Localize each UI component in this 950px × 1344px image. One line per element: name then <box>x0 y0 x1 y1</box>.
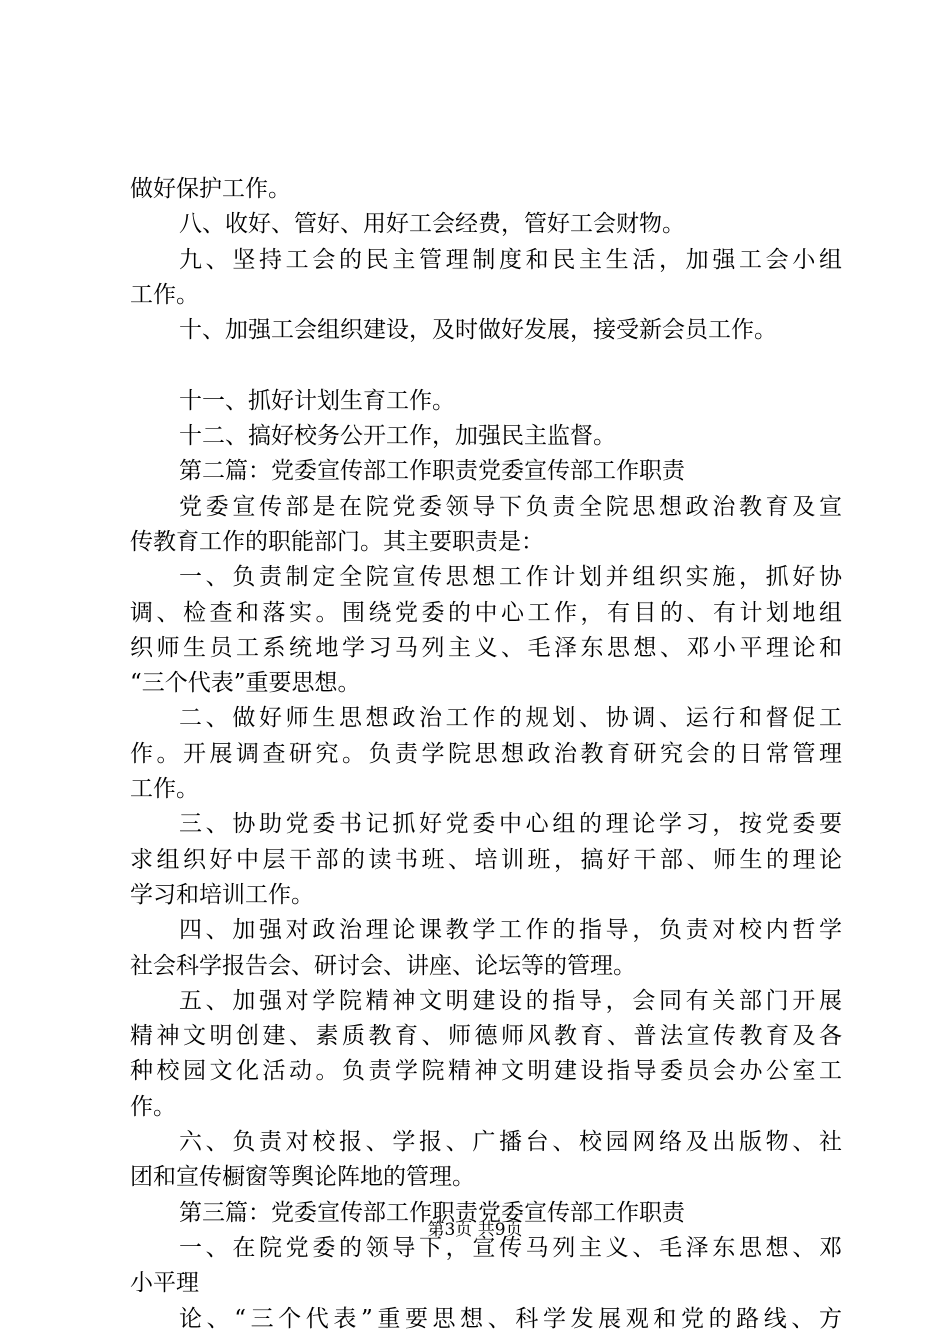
text-line: 一、负责制定全院宣传思想工作计划并组织实施，抓好协 <box>179 564 842 591</box>
text-line: “三个代表”重要思想。 <box>130 670 361 697</box>
text-line: 工作。 <box>130 281 199 308</box>
text-line: 四、加强对政治理论课教学工作的指导，负责对校内哲学 <box>179 917 842 944</box>
text-line: 织师生员工系统地学习马列主义、毛泽东思想、邓小平理论和 <box>130 634 842 661</box>
text-line: 党委宣传部是在院党委领导下负责全院思想政治教育及宣 <box>179 493 842 520</box>
text-line: 九、坚持工会的民主管理制度和民主生活，加强工会小组 <box>179 246 842 273</box>
text-line: 种校园文化活动。负责学院精神文明建设指导委员会办公室工 <box>130 1058 842 1085</box>
text-line: 一、在院党委的领导下，宣传马列主义、毛泽东思想、邓 <box>179 1234 842 1261</box>
page-footer: 第3页 共9页 <box>427 1220 523 1240</box>
text-line: 十一、抓好计划生育工作。 <box>179 387 455 414</box>
text-line: 社会科学报告会、研讨会、讲座、论坛等的管理。 <box>130 952 636 979</box>
text-line: 精神文明创建、素质教育、师德师风教育、普法宣传教育及各 <box>130 1023 842 1050</box>
text-line: 传教育工作的职能部门。其主要职责是： <box>130 528 544 555</box>
text-line: 团和宣传橱窗等舆论阵地的管理。 <box>130 1164 475 1191</box>
text-line: 二、做好师生思想政治工作的规划、协调、运行和督促工 <box>179 705 842 732</box>
blank-line <box>130 348 842 383</box>
text-line: 三、协助党委书记抓好党委中心组的理论学习，按党委要 <box>179 811 842 838</box>
text-line: 小平理 <box>130 1270 199 1297</box>
text-line: 六、负责对校报、学报、广播台、校园网络及出版物、社 <box>179 1129 842 1156</box>
text-line: 论、“三个代表”重要思想、科学发展观和党的路线、方 <box>179 1305 842 1332</box>
text-line: 求组织好中层干部的读书班、培训班，搞好干部、师生的理论 <box>130 846 842 873</box>
text-line: 作。 <box>130 1093 176 1120</box>
text-line: 作。开展调查研究。负责学院思想政治教育研究会的日常管理 <box>130 740 842 767</box>
text-line: 调、检查和落实。围绕党委的中心工作，有目的、有计划地组 <box>130 599 842 626</box>
text-line: 第二篇：党委宣传部工作职责党委宣传部工作职责 <box>179 458 685 485</box>
text-line: 工作。 <box>130 776 199 803</box>
text-line: 第三篇：党委宣传部工作职责党委宣传部工作职责 <box>179 1199 685 1226</box>
document-body <box>130 172 842 1337</box>
text-line: 十、加强工会组织建设，及时做好发展，接受新会员工作。 <box>179 317 777 344</box>
text-line: 做好保护工作。 <box>130 176 291 202</box>
text-line: 学习和培训工作。 <box>130 881 314 908</box>
text-line: 五、加强对学院精神文明建设的指导，会同有关部门开展 <box>179 987 842 1014</box>
text-line: 十二、搞好校务公开工作，加强民主监督。 <box>179 423 616 450</box>
text-line: 八、收好、管好、用好工会经费，管好工会财物。 <box>179 211 685 238</box>
